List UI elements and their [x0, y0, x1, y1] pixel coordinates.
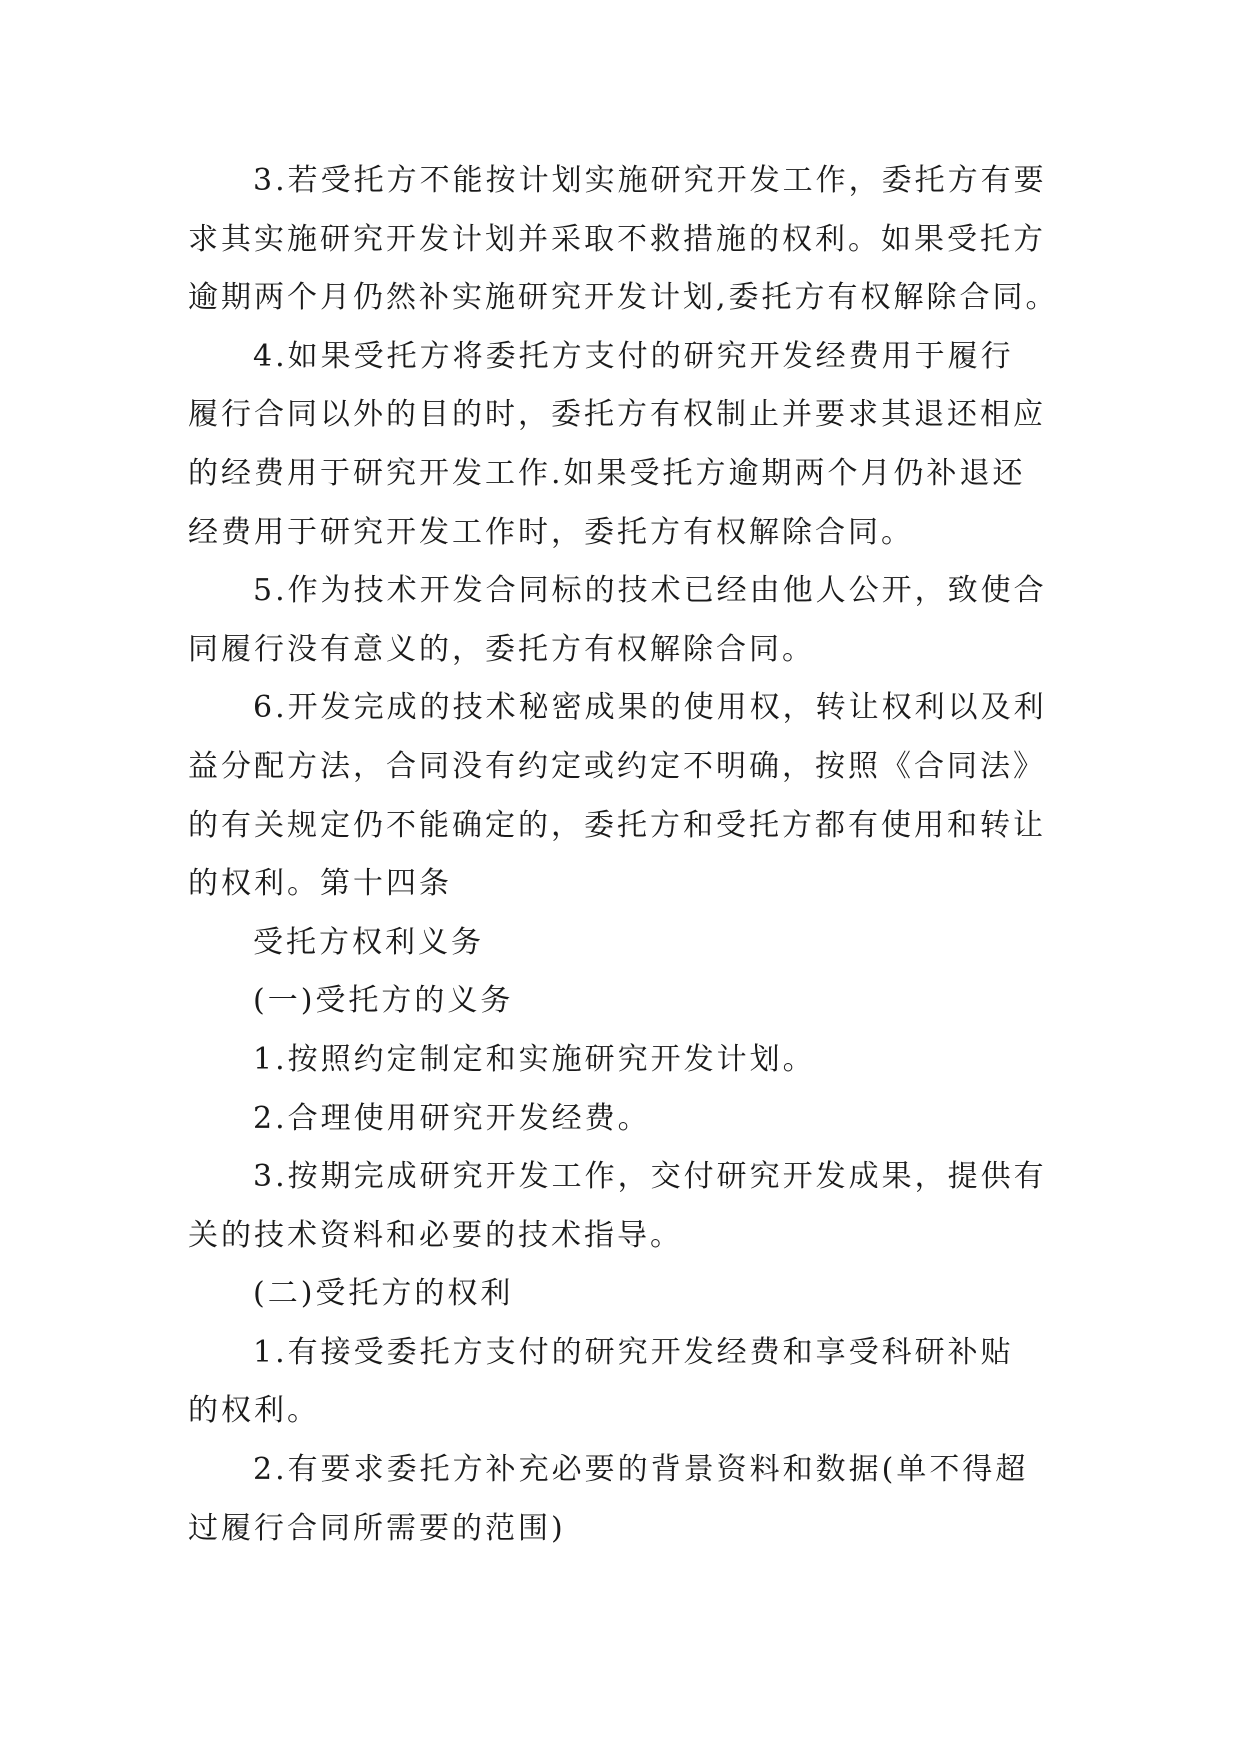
- text-line: 3.按期完成研究开发工作，交付研究开发成果，提供有: [253, 1159, 1047, 1195]
- text-line: 1.有接受委托方支付的研究开发经费和享受科研补贴: [253, 1334, 1014, 1370]
- text-line: 5.作为技术开发合同标的技术已经由他人公开，致使合: [253, 573, 1047, 609]
- text-line: 逾期两个月仍然补实施研究开发计划,委托方有权解除合同。: [188, 280, 1059, 316]
- text-line: 履行合同以外的目的时，委托方有权制止并要求其退还相应: [188, 397, 1046, 433]
- text-line: 关的技术资料和必要的技术指导。: [188, 1217, 683, 1253]
- text-line: 6.开发完成的技术秘密成果的使用权，转让权利以及利: [253, 690, 1047, 726]
- text-line: 经费用于研究开发工作时，委托方有权解除合同。: [188, 514, 914, 550]
- text-line: 2.有要求委托方补充必要的背景资料和数据(单不得超: [253, 1452, 1029, 1488]
- text-line: 过履行合同所需要的范围): [188, 1510, 566, 1546]
- text-line: 的权利。第十四条: [188, 866, 452, 902]
- text-line: 4.如果受托方将委托方支付的研究开发经费用于履行: [253, 338, 1014, 374]
- subsection-heading: (一)受托方的义务: [253, 983, 514, 1019]
- subsection-heading: (二)受托方的权利: [253, 1276, 514, 1312]
- document-body: [188, 152, 1088, 1558]
- text-line: 益分配方法，合同没有约定或约定不明确，按照《合同法》: [188, 748, 1046, 784]
- text-line: 求其实施研究开发计划并采取不救措施的权利。如果受托方: [188, 221, 1046, 257]
- text-line: 2.合理使用研究开发经费。: [253, 1100, 651, 1136]
- text-line: 3.若受托方不能按计划实施研究开发工作，委托方有要: [253, 163, 1047, 198]
- section-heading: 受托方权利义务: [253, 924, 484, 960]
- text-line: 的权利。: [188, 1393, 320, 1429]
- text-line: 同履行没有意义的，委托方有权解除合同。: [188, 631, 815, 667]
- text-line: 1.按照约定制定和实施研究开发计划。: [253, 1041, 816, 1077]
- text-line: 的经费用于研究开发工作.如果受托方逾期两个月仍补退还: [188, 455, 1026, 491]
- text-line: 的有关规定仍不能确定的，委托方和受托方都有使用和转让: [188, 807, 1046, 843]
